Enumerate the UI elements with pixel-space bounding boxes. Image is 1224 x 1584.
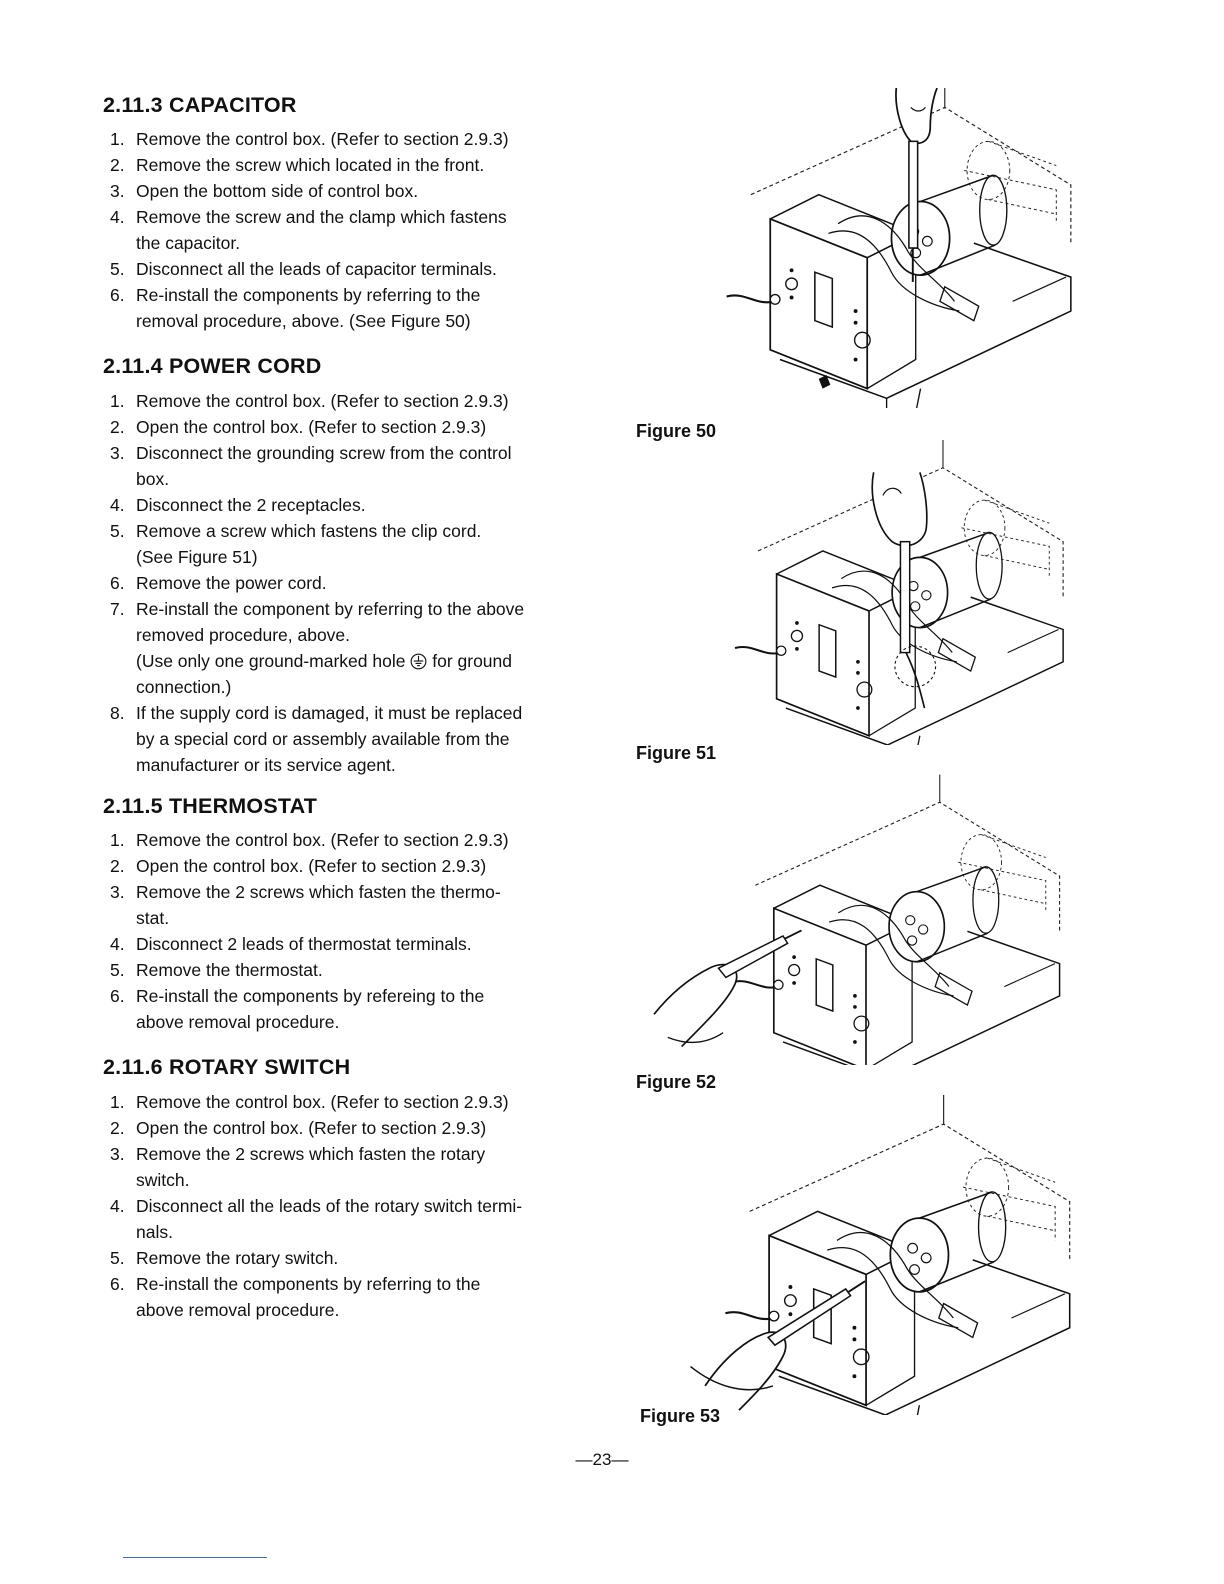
list-item: 1. Remove the control box. (Refer to section 2.9.3) [110,830,509,850]
list-item: 4. Disconnect all the leads of the rotary switch termi- nals. [110,1196,523,1242]
section-title-rotary-switch: 2.11.6 ROTARY SWITCH [103,1055,351,1079]
list-item: 6. Re-install the components by referring to the removal procedure, above. (See Figure 50) [110,285,481,331]
figure-51-illustration [716,440,1096,745]
figure-53-caption: Figure 53 [640,1406,721,1426]
list-item: 1. Remove the control box. (Refer to section 2.9.3) [110,1092,509,1112]
thermostat-steps [110,827,590,1035]
list-item: 5. Remove the thermostat. [110,960,323,980]
list-item: 6. Re-install the components by referring to the above removal procedure. [110,1274,481,1320]
list-item: 2. Open the control box. (Refer to section 2.9.3) [110,417,487,437]
figure-52-caption: Figure 52 [636,1072,717,1092]
page-number: —23— [575,1450,629,1469]
capacitor-steps [110,126,590,334]
list-item: 2. Open the control box. (Refer to section 2.9.3) [110,856,487,876]
screwdriver-bottom-icon [640,1095,1096,1415]
section-title-power-cord: 2.11.4 POWER CORD [103,354,322,378]
list-item: 3. Remove the 2 screws which fasten the thermo- stat. [110,882,501,928]
divider [123,1557,267,1558]
section-title-thermostat: 2.11.5 THERMOSTAT [103,794,318,818]
list-item: 7. Re-install the component by referring to the above removed procedure, above. (Use only one ground-marked hole for ground connection.) [110,599,525,697]
list-item: 4. Disconnect 2 leads of thermostat terminals. [110,934,472,954]
list-item: 3. Disconnect the grounding screw from the control box. [110,443,512,489]
list-item: 5. Remove the rotary switch. [110,1248,339,1268]
list-item: 6. Re-install the components by refereing to the above removal procedure. [110,986,485,1032]
list-item: 1. Remove the control box. (Refer to section 2.9.3) [110,129,509,149]
screwdriver-ground-icon [716,440,1096,745]
figure-50-illustration [716,88,1096,408]
list-item: 4. Remove the screw and the clamp which fastens the capacitor. [110,207,507,253]
figure-53-illustration [640,1095,1096,1415]
figure-52-illustration [636,770,1096,1065]
list-item: 8. If the supply cord is damaged, it must be replaced by a special cord or assembly available from the manufacturer or its service agent. [110,703,523,775]
power-cord-steps [110,388,590,778]
list-item: 2. Remove the screw which located in the front. [110,155,485,175]
screwdriver-left-icon [636,770,1096,1065]
figure-51-caption: Figure 51 [636,743,717,763]
list-item: 6. Remove the power cord. [110,573,327,593]
figure-50-caption: Figure 50 [636,421,717,441]
section-title-capacitor: 2.11.3 CAPACITOR [103,93,297,117]
list-item: 5. Remove a screw which fastens the clip cord. (See Figure 51) [110,521,482,567]
list-item: 3. Remove the 2 screws which fasten the rotary switch. [110,1144,486,1190]
list-item: 3. Open the bottom side of control box. [110,181,419,201]
list-item: 4. Disconnect the 2 receptacles. [110,495,366,515]
rotary-switch-steps [110,1089,590,1323]
ground-icon [410,653,427,670]
list-item: 1. Remove the control box. (Refer to section 2.9.3) [110,391,509,411]
screwdriver-top-icon [716,88,1096,408]
list-item: 2. Open the control box. (Refer to section 2.9.3) [110,1118,487,1138]
list-item: 5. Disconnect all the leads of capacitor terminals. [110,259,497,279]
